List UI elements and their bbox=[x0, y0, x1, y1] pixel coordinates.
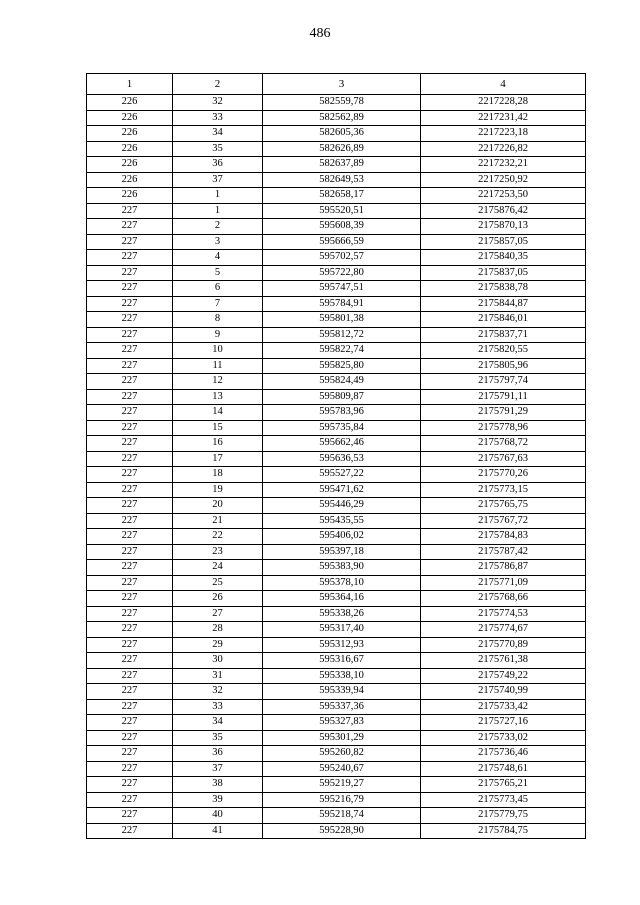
table-cell: 227 bbox=[87, 234, 173, 250]
table-cell: 227 bbox=[87, 296, 173, 312]
table-cell: 2175837,05 bbox=[421, 265, 586, 281]
header-cell-4: 4 bbox=[421, 74, 586, 95]
table-cell: 227 bbox=[87, 482, 173, 498]
table-cell: 227 bbox=[87, 374, 173, 390]
table-cell: 227 bbox=[87, 281, 173, 297]
table-cell: 28 bbox=[173, 622, 263, 638]
table-cell: 582559,78 bbox=[263, 95, 421, 111]
table-cell: 595825,80 bbox=[263, 358, 421, 374]
table-cell: 2175770,26 bbox=[421, 467, 586, 483]
table-cell: 2175779,75 bbox=[421, 808, 586, 824]
table-cell: 595822,74 bbox=[263, 343, 421, 359]
table-cell: 595747,51 bbox=[263, 281, 421, 297]
table-row bbox=[87, 637, 586, 653]
table-row bbox=[87, 560, 586, 576]
table-cell: 2175786,87 bbox=[421, 560, 586, 576]
table-cell: 582562,89 bbox=[263, 110, 421, 126]
table-cell: 32 bbox=[173, 95, 263, 111]
table-cell: 582626,89 bbox=[263, 141, 421, 157]
table-cell: 595406,02 bbox=[263, 529, 421, 545]
table-cell: 227 bbox=[87, 699, 173, 715]
table-cell: 31 bbox=[173, 668, 263, 684]
table-cell: 595378,10 bbox=[263, 575, 421, 591]
table-cell: 2175791,29 bbox=[421, 405, 586, 421]
table-cell: 595446,29 bbox=[263, 498, 421, 514]
table-cell: 4 bbox=[173, 250, 263, 266]
table-cell: 2175791,11 bbox=[421, 389, 586, 405]
table-cell: 2175846,01 bbox=[421, 312, 586, 328]
table-cell: 30 bbox=[173, 653, 263, 669]
table-cell: 35 bbox=[173, 141, 263, 157]
table-cell: 227 bbox=[87, 265, 173, 281]
table-cell: 2175837,71 bbox=[421, 327, 586, 343]
table-cell: 2217228,28 bbox=[421, 95, 586, 111]
table-row bbox=[87, 761, 586, 777]
table-cell: 2175748,61 bbox=[421, 761, 586, 777]
table-cell: 2175773,45 bbox=[421, 792, 586, 808]
table-cell: 227 bbox=[87, 715, 173, 731]
table-cell: 227 bbox=[87, 529, 173, 545]
table-cell: 2217226,82 bbox=[421, 141, 586, 157]
table-cell: 595218,74 bbox=[263, 808, 421, 824]
table-cell: 2175784,75 bbox=[421, 823, 586, 839]
table-cell: 2175805,96 bbox=[421, 358, 586, 374]
table-cell: 34 bbox=[173, 715, 263, 731]
table-cell: 34 bbox=[173, 126, 263, 142]
table-cell: 227 bbox=[87, 250, 173, 266]
table-row bbox=[87, 808, 586, 824]
table-cell: 227 bbox=[87, 777, 173, 793]
table-cell: 19 bbox=[173, 482, 263, 498]
header-cell-2: 2 bbox=[173, 74, 263, 95]
table-cell: 595260,82 bbox=[263, 746, 421, 762]
table-row bbox=[87, 203, 586, 219]
table-cell: 2175820,55 bbox=[421, 343, 586, 359]
table-row bbox=[87, 157, 586, 173]
table-cell: 227 bbox=[87, 219, 173, 235]
table-row bbox=[87, 250, 586, 266]
table-cell: 582649,53 bbox=[263, 172, 421, 188]
table-cell: 2175870,13 bbox=[421, 219, 586, 235]
table-row bbox=[87, 467, 586, 483]
table-cell: 14 bbox=[173, 405, 263, 421]
header-cell-3: 3 bbox=[263, 74, 421, 95]
table-row bbox=[87, 544, 586, 560]
table-row bbox=[87, 684, 586, 700]
table-cell: 595702,57 bbox=[263, 250, 421, 266]
table-cell: 2175733,42 bbox=[421, 699, 586, 715]
table-cell: 32 bbox=[173, 684, 263, 700]
table-row bbox=[87, 529, 586, 545]
table-cell: 37 bbox=[173, 172, 263, 188]
table-cell: 227 bbox=[87, 312, 173, 328]
table-cell: 595722,80 bbox=[263, 265, 421, 281]
table-row bbox=[87, 792, 586, 808]
coordinates-table bbox=[86, 73, 586, 839]
table-cell: 33 bbox=[173, 699, 263, 715]
table-cell: 595383,90 bbox=[263, 560, 421, 576]
table-cell: 39 bbox=[173, 792, 263, 808]
table-cell: 227 bbox=[87, 203, 173, 219]
table-cell: 17 bbox=[173, 451, 263, 467]
table-cell: 595809,87 bbox=[263, 389, 421, 405]
table-cell: 595784,91 bbox=[263, 296, 421, 312]
table-row bbox=[87, 420, 586, 436]
table-row bbox=[87, 188, 586, 204]
header-row bbox=[87, 74, 586, 95]
table-cell: 227 bbox=[87, 343, 173, 359]
table-row bbox=[87, 715, 586, 731]
table-row bbox=[87, 591, 586, 607]
table-cell: 595338,10 bbox=[263, 668, 421, 684]
table-cell: 10 bbox=[173, 343, 263, 359]
table-row bbox=[87, 343, 586, 359]
table-cell: 227 bbox=[87, 761, 173, 777]
table-cell: 227 bbox=[87, 358, 173, 374]
table-cell: 595216,79 bbox=[263, 792, 421, 808]
table-cell: 595608,39 bbox=[263, 219, 421, 235]
table-cell: 21 bbox=[173, 513, 263, 529]
table-row bbox=[87, 513, 586, 529]
table-cell: 227 bbox=[87, 575, 173, 591]
table-row bbox=[87, 575, 586, 591]
table-row bbox=[87, 358, 586, 374]
table-cell: 595636,53 bbox=[263, 451, 421, 467]
table-cell: 2175774,67 bbox=[421, 622, 586, 638]
table-cell: 2175784,83 bbox=[421, 529, 586, 545]
table-cell: 2175840,35 bbox=[421, 250, 586, 266]
table-cell: 2175773,15 bbox=[421, 482, 586, 498]
table-cell: 582658,17 bbox=[263, 188, 421, 204]
table-cell: 1 bbox=[173, 203, 263, 219]
table-cell: 9 bbox=[173, 327, 263, 343]
table-row bbox=[87, 668, 586, 684]
table-cell: 1 bbox=[173, 188, 263, 204]
table-cell: 40 bbox=[173, 808, 263, 824]
table-cell: 41 bbox=[173, 823, 263, 839]
table-row bbox=[87, 374, 586, 390]
table-cell: 22 bbox=[173, 529, 263, 545]
table-row bbox=[87, 436, 586, 452]
table-cell: 595520,51 bbox=[263, 203, 421, 219]
table-row bbox=[87, 141, 586, 157]
header-cell-1: 1 bbox=[87, 74, 173, 95]
table-cell: 595228,90 bbox=[263, 823, 421, 839]
table-row bbox=[87, 110, 586, 126]
table-cell: 226 bbox=[87, 141, 173, 157]
table-cell: 227 bbox=[87, 792, 173, 808]
table-body bbox=[87, 95, 586, 839]
table-cell: 595783,96 bbox=[263, 405, 421, 421]
table-cell: 2175844,87 bbox=[421, 296, 586, 312]
table-row bbox=[87, 126, 586, 142]
table-cell: 24 bbox=[173, 560, 263, 576]
table-row bbox=[87, 451, 586, 467]
table-cell: 582637,89 bbox=[263, 157, 421, 173]
table-row bbox=[87, 622, 586, 638]
table-cell: 227 bbox=[87, 653, 173, 669]
table-cell: 2175787,42 bbox=[421, 544, 586, 560]
table-cell: 35 bbox=[173, 730, 263, 746]
table-cell: 582605,36 bbox=[263, 126, 421, 142]
table-cell: 15 bbox=[173, 420, 263, 436]
table-cell: 226 bbox=[87, 126, 173, 142]
table-cell: 226 bbox=[87, 110, 173, 126]
table-cell: 26 bbox=[173, 591, 263, 607]
table-cell: 595219,27 bbox=[263, 777, 421, 793]
table-cell: 595240,67 bbox=[263, 761, 421, 777]
table-cell: 227 bbox=[87, 498, 173, 514]
table-cell: 226 bbox=[87, 172, 173, 188]
table-cell: 33 bbox=[173, 110, 263, 126]
table-row bbox=[87, 95, 586, 111]
table-cell: 2 bbox=[173, 219, 263, 235]
table-row bbox=[87, 234, 586, 250]
table-cell: 227 bbox=[87, 746, 173, 762]
table-cell: 23 bbox=[173, 544, 263, 560]
table-cell: 227 bbox=[87, 436, 173, 452]
table-cell: 36 bbox=[173, 157, 263, 173]
table-cell: 595397,18 bbox=[263, 544, 421, 560]
table-row bbox=[87, 219, 586, 235]
table-row bbox=[87, 699, 586, 715]
table-row bbox=[87, 172, 586, 188]
table-cell: 2217250,92 bbox=[421, 172, 586, 188]
table-cell: 16 bbox=[173, 436, 263, 452]
table-cell: 36 bbox=[173, 746, 263, 762]
table-cell: 595471,62 bbox=[263, 482, 421, 498]
table-cell: 227 bbox=[87, 467, 173, 483]
table-row bbox=[87, 498, 586, 514]
table-cell: 2175765,21 bbox=[421, 777, 586, 793]
table-cell: 227 bbox=[87, 684, 173, 700]
table-cell: 11 bbox=[173, 358, 263, 374]
table-cell: 595327,83 bbox=[263, 715, 421, 731]
table-row bbox=[87, 296, 586, 312]
table-cell: 2217232,21 bbox=[421, 157, 586, 173]
table-cell: 2175740,99 bbox=[421, 684, 586, 700]
table-cell: 227 bbox=[87, 327, 173, 343]
table-cell: 227 bbox=[87, 544, 173, 560]
table-cell: 595662,46 bbox=[263, 436, 421, 452]
table-cell: 595364,16 bbox=[263, 591, 421, 607]
table-cell: 227 bbox=[87, 622, 173, 638]
table-cell: 227 bbox=[87, 606, 173, 622]
table-cell: 2217223,18 bbox=[421, 126, 586, 142]
table-row bbox=[87, 389, 586, 405]
table-row bbox=[87, 606, 586, 622]
table-cell: 2175768,72 bbox=[421, 436, 586, 452]
table-cell: 595527,22 bbox=[263, 467, 421, 483]
table-cell: 2175771,09 bbox=[421, 575, 586, 591]
table-cell: 2175767,63 bbox=[421, 451, 586, 467]
table-cell: 2175770,89 bbox=[421, 637, 586, 653]
table-cell: 29 bbox=[173, 637, 263, 653]
table-cell: 2175767,72 bbox=[421, 513, 586, 529]
table-cell: 227 bbox=[87, 405, 173, 421]
table-cell: 595337,36 bbox=[263, 699, 421, 715]
table-cell: 2175838,78 bbox=[421, 281, 586, 297]
table-cell: 227 bbox=[87, 637, 173, 653]
table-cell: 7 bbox=[173, 296, 263, 312]
table-cell: 227 bbox=[87, 591, 173, 607]
table-cell: 227 bbox=[87, 389, 173, 405]
table-cell: 2217253,50 bbox=[421, 188, 586, 204]
table-cell: 2175857,05 bbox=[421, 234, 586, 250]
table-cell: 8 bbox=[173, 312, 263, 328]
table-row bbox=[87, 405, 586, 421]
table-cell: 595824,49 bbox=[263, 374, 421, 390]
table-cell: 2175727,16 bbox=[421, 715, 586, 731]
table-cell: 227 bbox=[87, 730, 173, 746]
page-number: 486 bbox=[309, 26, 331, 41]
table-cell: 595339,94 bbox=[263, 684, 421, 700]
table-cell: 227 bbox=[87, 513, 173, 529]
table-cell: 2175749,22 bbox=[421, 668, 586, 684]
table-row bbox=[87, 482, 586, 498]
table-cell: 20 bbox=[173, 498, 263, 514]
table-cell: 2175774,53 bbox=[421, 606, 586, 622]
table-cell: 227 bbox=[87, 668, 173, 684]
table-cell: 227 bbox=[87, 808, 173, 824]
table-cell: 12 bbox=[173, 374, 263, 390]
table-row bbox=[87, 281, 586, 297]
table-cell: 13 bbox=[173, 389, 263, 405]
table-cell: 2175768,66 bbox=[421, 591, 586, 607]
table-cell: 595316,67 bbox=[263, 653, 421, 669]
table-cell: 2175761,38 bbox=[421, 653, 586, 669]
table-cell: 25 bbox=[173, 575, 263, 591]
table-cell: 595435,55 bbox=[263, 513, 421, 529]
table-cell: 2217231,42 bbox=[421, 110, 586, 126]
table-row bbox=[87, 823, 586, 839]
table-cell: 2175778,96 bbox=[421, 420, 586, 436]
table-cell: 27 bbox=[173, 606, 263, 622]
table-cell: 2175797,74 bbox=[421, 374, 586, 390]
table-row bbox=[87, 730, 586, 746]
table-cell: 227 bbox=[87, 420, 173, 436]
table-row bbox=[87, 265, 586, 281]
table-row bbox=[87, 327, 586, 343]
table-cell: 226 bbox=[87, 95, 173, 111]
table-cell: 2175736,46 bbox=[421, 746, 586, 762]
table-cell: 595312,93 bbox=[263, 637, 421, 653]
table-cell: 226 bbox=[87, 157, 173, 173]
table-cell: 2175733,02 bbox=[421, 730, 586, 746]
table-cell: 3 bbox=[173, 234, 263, 250]
table-cell: 18 bbox=[173, 467, 263, 483]
table-cell: 595801,38 bbox=[263, 312, 421, 328]
table-cell: 37 bbox=[173, 761, 263, 777]
table-cell: 38 bbox=[173, 777, 263, 793]
table-cell: 2175765,75 bbox=[421, 498, 586, 514]
table-cell: 2175876,42 bbox=[421, 203, 586, 219]
table-cell: 5 bbox=[173, 265, 263, 281]
table-cell: 595666,59 bbox=[263, 234, 421, 250]
table-cell: 595338,26 bbox=[263, 606, 421, 622]
table-cell: 226 bbox=[87, 188, 173, 204]
table-header bbox=[87, 74, 586, 95]
table-cell: 595812,72 bbox=[263, 327, 421, 343]
table-cell: 595301,29 bbox=[263, 730, 421, 746]
table-cell: 595735,84 bbox=[263, 420, 421, 436]
table-cell: 227 bbox=[87, 451, 173, 467]
table-cell: 227 bbox=[87, 560, 173, 576]
table-row bbox=[87, 746, 586, 762]
table-cell: 595317,40 bbox=[263, 622, 421, 638]
table-cell: 6 bbox=[173, 281, 263, 297]
table-row bbox=[87, 653, 586, 669]
table-row bbox=[87, 312, 586, 328]
table-row bbox=[87, 777, 586, 793]
table-cell: 227 bbox=[87, 823, 173, 839]
